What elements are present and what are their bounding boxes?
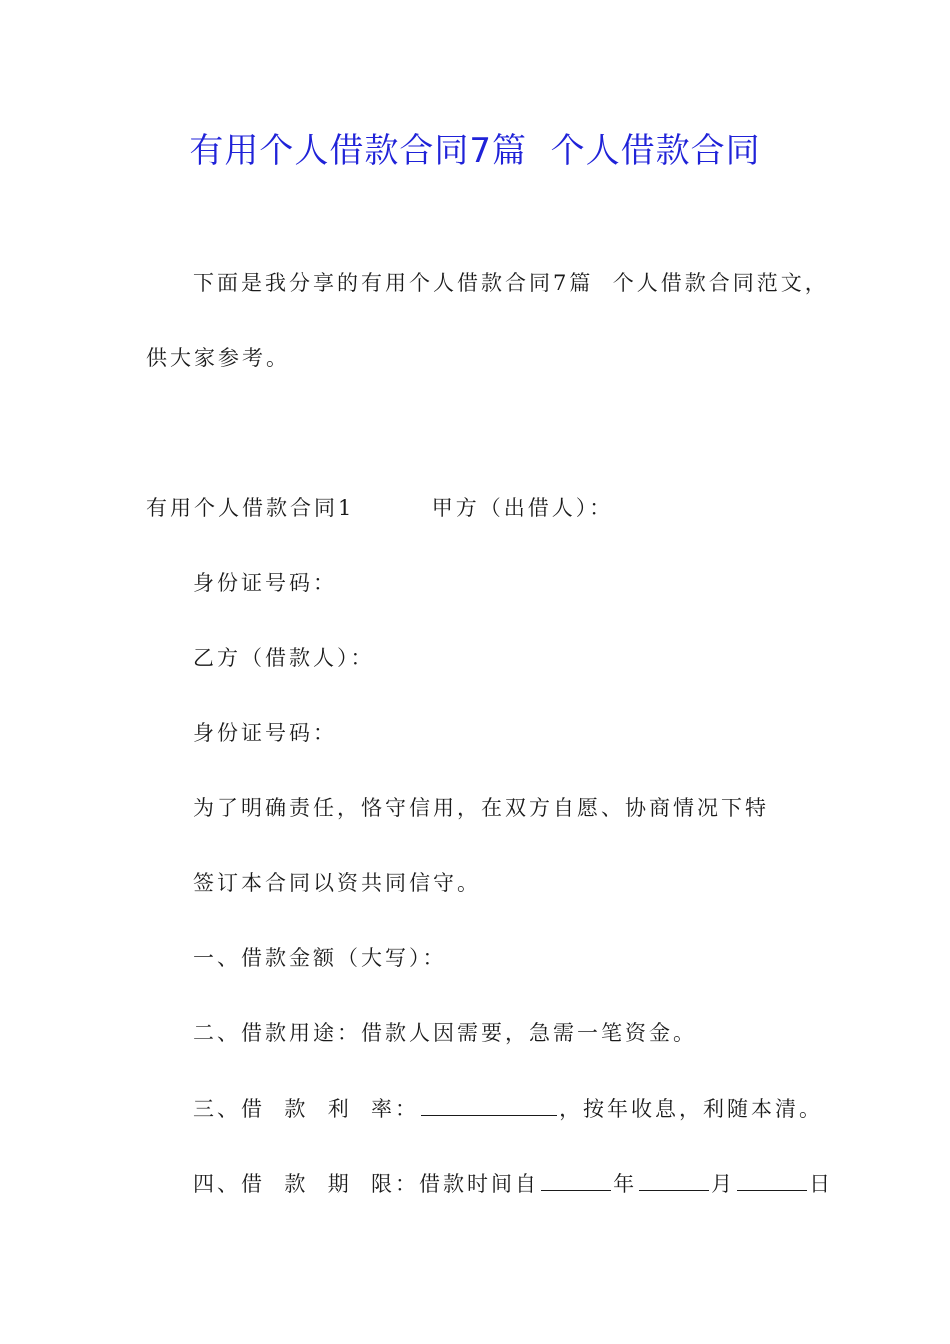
rate-blank <box>421 1093 557 1116</box>
day-label: 日 <box>809 1172 834 1196</box>
year-blank <box>541 1168 611 1191</box>
clause-amount: 一、借款金额（大写）： <box>193 946 447 970</box>
section-heading: 有用个人借款合同1 甲方（出借人）： <box>146 496 614 520</box>
clause-rate <box>193 1093 823 1124</box>
year-label: 年 <box>613 1172 638 1196</box>
id-number-lender: 身份证号码： <box>193 571 337 595</box>
intro-line-2: 供大家参考。 <box>146 346 290 370</box>
clause-rate-prefix: 三、借 款 利 率： <box>193 1097 420 1121</box>
purpose-line-2: 签订本合同以资共同信守。 <box>193 871 481 895</box>
month-blank <box>639 1168 709 1191</box>
intro-line-1: 下面是我分享的有用个人借款合同7篇 个人借款合同范文， <box>193 271 829 295</box>
purpose-line-1: 为了明确责任，恪守信用，在双方自愿、协商情况下特 <box>193 796 769 820</box>
party-b-borrower: 乙方（借款人）： <box>193 646 375 670</box>
day-blank <box>737 1168 807 1191</box>
id-number-borrower: 身份证号码： <box>193 721 337 745</box>
clause-usage: 二、借款用途：借款人因需要，急需一笔资金。 <box>193 1021 697 1045</box>
document-title: 有用个人借款合同7篇 个人借款合同 <box>189 131 761 171</box>
clause-rate-suffix: ，按年收息，利随本清。 <box>559 1097 824 1121</box>
clause-term-prefix: 四、借 款 期 限：借款时间自 <box>193 1172 540 1196</box>
month-label: 月 <box>711 1172 736 1196</box>
clause-term <box>193 1168 833 1199</box>
